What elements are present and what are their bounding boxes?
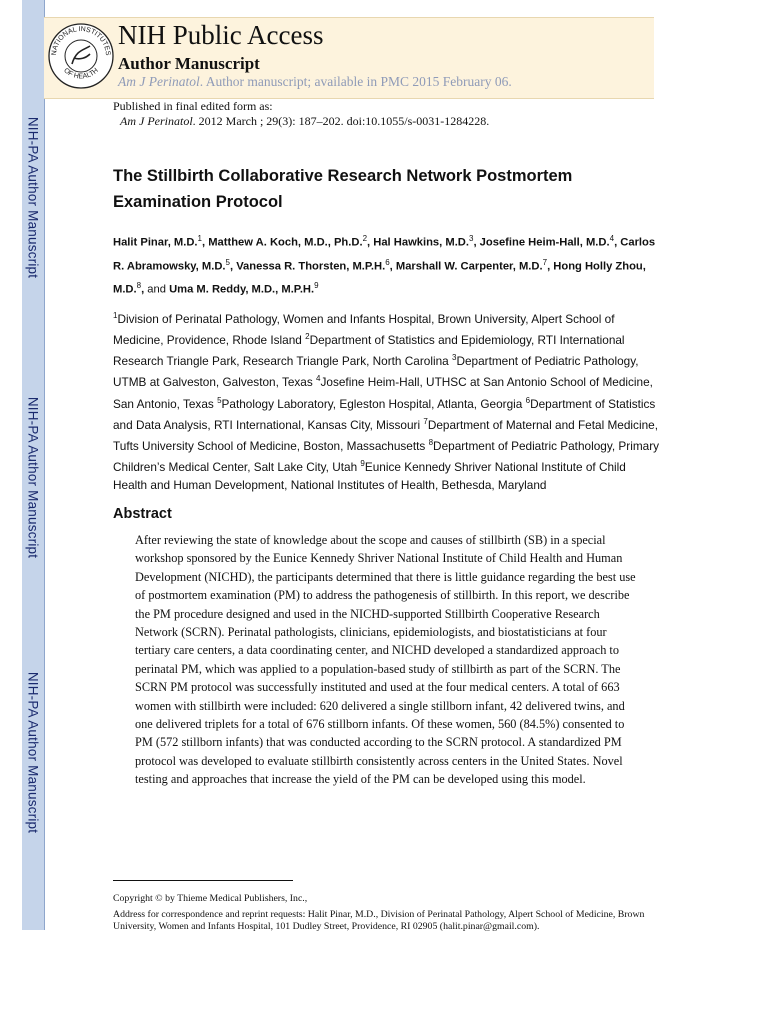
author: Hong Holly Zhou, M.D.: [113, 260, 646, 297]
article-title: The Stillbirth Collaborative Research Network Postmortem Examination Protocol: [113, 167, 573, 211]
copyright-notice: Copyright © by Thieme Medical Publishers, Inc.,: [113, 893, 308, 904]
author: Josefine Heim-Hall, M.D.: [479, 236, 610, 249]
availability-note: Am J Perinatol. Author manuscript; available in PMC 2015 February 06.: [118, 74, 512, 89]
affiliations: $^1$Division of Perinatal Pathology, Women and Infants Hospital, Brown University, Alpert School of Medicine, Providence, Rhode Island $^2$Department of Statistics and Epidemiology, RTI International Research Triangle Park, Research Triangle Park, North Carolina $^3$Department of Pediatric Pathology, UTMB at Galveston, Galveston, Texas $^4$Josefine Heim-Hall, UTHSC at San Antonio School of Medicine, San Antonio, Texas $^5$Pathology Laboratory, Egleston Hospital, Atlanta, Georgia $^6$Department of Statistics and Data Analysis, RTI International, Kansas City, Missouri $^7$Department of Maternal and Fetal Medicine, Tufts University School of Medicine, Boston, Massachusetts $^8$Department of Pediatric Pathology, Primary Children’s Medical Center, Salt Lake City, Utah $^9$Eunice Kennedy Shriver National Institute of Child Health and Human Development, National Institutes of Health, Bethesda, Maryland: [113, 311, 660, 492]
author: Vanessa R. Thorsten, M.P.H.: [236, 260, 386, 273]
logo-text-bottom: OF HEALTH: [62, 67, 100, 81]
author: Halit Pinar, M.D.: [113, 236, 198, 249]
footnote-divider: [113, 880, 293, 881]
sidebar-label: NIH-PA Author Manuscript: [25, 116, 41, 279]
author: Carlos R. Abramowsky, M.D.: [113, 236, 656, 273]
author-manuscript-label: Author Manuscript: [118, 54, 260, 73]
author: Matthew A. Koch, M.D., Ph.D.: [208, 236, 363, 249]
author: Uma M. Reddy, M.D., M.P.H.: [169, 284, 315, 297]
journal-name: Am J Perinatol: [118, 74, 200, 89]
author: Marshall W. Carpenter, M.D.: [395, 260, 543, 273]
citation: Am J Perinatol. 2012 March ; 29(3): 187–202. doi:10.1055/s-0031-1284228.: [120, 114, 490, 128]
logo-text-top: NATIONAL INSTITUTES: [50, 25, 112, 56]
author-list: Halit Pinar, M.D.$^1$, Matthew A. Koch, M.D., Ph.D.$^2$, Hal Hawkins, M.D.$^3$, Josefine Heim-Hall, M.D.$^4$, Carlos R. Abramowsky, M.D.$^5$, Vanessa R. Thorsten, M.P.H.$^6$, Marshall W. Carpenter, M.D.$^7$, Hong Holly Zhou, M.D.$^8$, and Uma M. Reddy, M.D., M.P.H.$^9$: [113, 234, 656, 297]
abstract-text: After reviewing the state of knowledge about the scope and causes of stillbirth (SB) in a special workshop sponsored by the Eunice Kennedy Shriver National Institute of Child Health and Human Development (NICHD), the participants determined that there is little guidance regarding the best use of postmortem examination (PM) to address the pathogenesis of stillbirth. In this report, we describe the PM procedure designed and used in the NICHD-supported Stillbirth Cooperative Research Network (SCRN). Perinatal pathologists, clinicians, epidemiologists, and biostatisticians at four tertiary care centers, a data coordinating center, and NICHD developed a standardized approach to perinatal PM, which was applied to a population-based study of stillbirth as part of the SCRN. The SCRN PM protocol was successfully instituted and used at the four medical centers. A total of 663 women with stillbirth were included: 620 delivered a single stillborn infant, 42 delivered twins, and one delivered triplets for a total of 676 stillborn infants. Of these women, 560 (84.5%) consented to PM (572 stillborn infants) that was conducted according to the SCRN protocol. A standardized PM protocol was developed to evaluate stillbirth consistently across centers in the United States. Novel testing and approaches that increase the yield of the PM can be developed using this model.: [135, 533, 636, 787]
author: Hal Hawkins, M.D.: [373, 236, 469, 249]
correspondence-address: Address for correspondence and reprint requests: Halit Pinar, M.D., Division of Perinatal Pathology, Alpert School of Medicine, Brown University, Women and Infants Hospital, 101 Dudley Street, Providence, RI 02905 (halit.pinar@gmail.com).: [113, 909, 645, 932]
sidebar-label: NIH-PA Author Manuscript: [25, 671, 41, 834]
sidebar-label: NIH-PA Author Manuscript: [25, 396, 41, 559]
journal-name: Am J Perinatol: [120, 114, 193, 128]
public-access-title: NIH Public Access: [118, 20, 324, 50]
published-label: Published in final edited form as:: [113, 99, 273, 113]
abstract-heading: Abstract: [113, 506, 172, 522]
nih-logo: [46, 20, 116, 90]
